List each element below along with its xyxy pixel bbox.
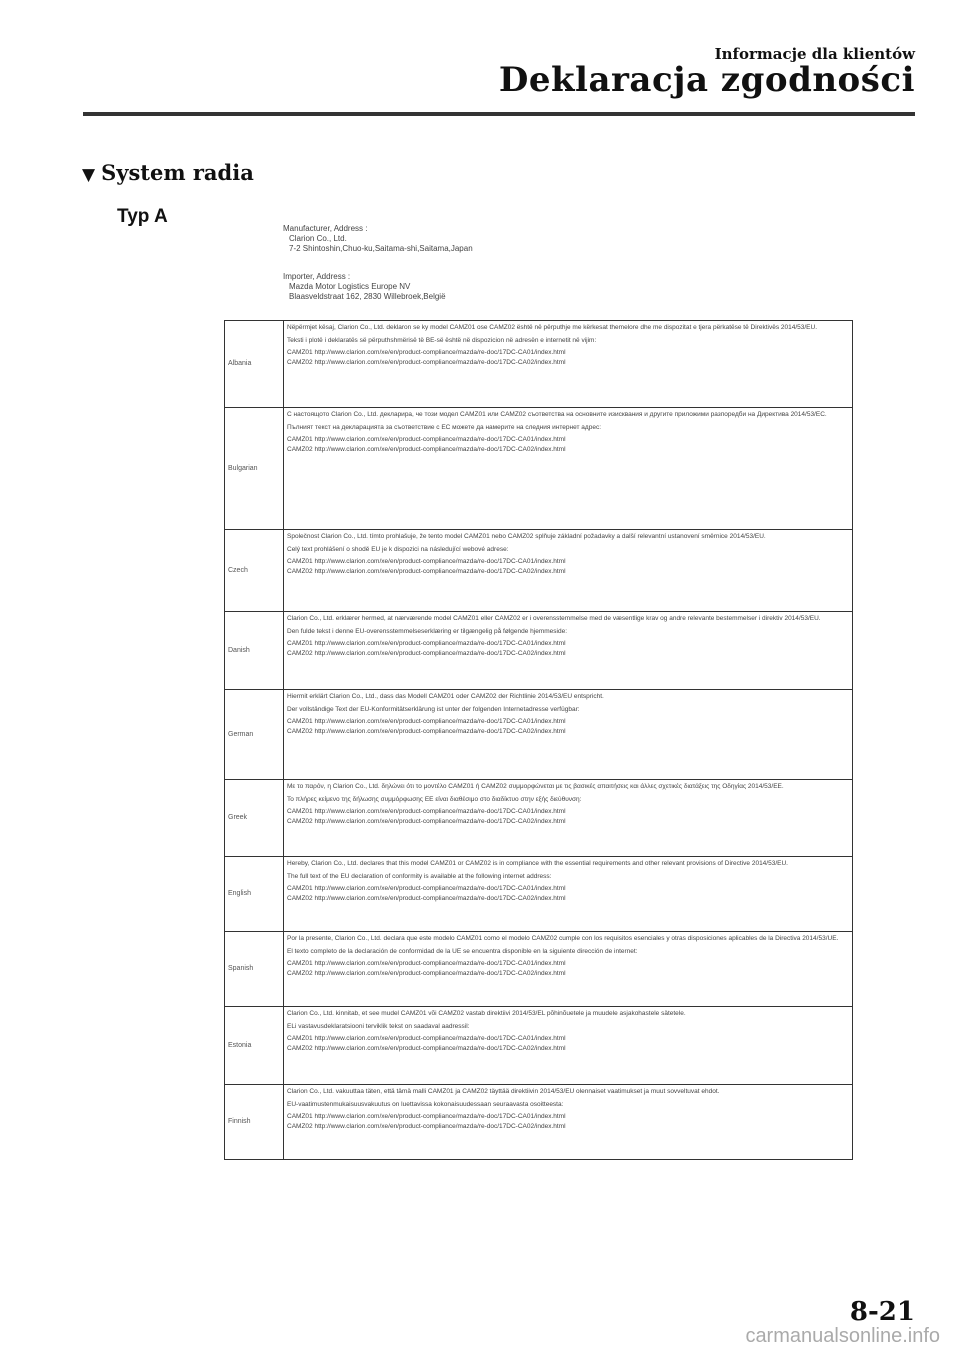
declaration-statement: Clarion Co., Ltd. erklærer hermed, at nærværende model CAMZ01 eller CAMZ02 er i overensstemmelse med de væsentlige krav og andre relevante bestemmelser i direktiv 2014/53/EU. <box>287 615 821 622</box>
declaration-availability: Den fulde tekst i denne EU-overensstemmelseserklæring er tilgængelig på følgende hjemmeside: <box>287 627 567 635</box>
declaration-row <box>225 612 853 690</box>
declaration-url-camz01: CAMZ01 http://www.clarion.com/xe/en/product-compliance/mazda/re-doc/17DC-CA01/index.html <box>287 640 566 647</box>
manufacturer-heading: Manufacturer, Address : <box>283 224 368 233</box>
declaration-url-camz02: CAMZ02 http://www.clarion.com/xe/en/product-compliance/mazda/re-doc/17DC-CA02/index.html <box>287 1122 566 1130</box>
declaration-text-cell <box>284 780 853 857</box>
declaration-statement: Nëpërmjet kësaj, Clarion Co., Ltd. deklaron se ky model CAMZ01 ose CAMZ02 është në përputhje me kërkesat themelore dhe me dispozitat e tjera përkatëse të Direktivës 2014/53/EU. <box>287 324 818 331</box>
declaration-url-camz01: CAMZ01 http://www.clarion.com/xe/en/product-compliance/mazda/re-doc/17DC-CA01/index.html <box>287 808 566 815</box>
declaration-statement: Clarion Co., Ltd. kinnitab, et see mudel CAMZ01 või CAMZ02 vastab direktiivi 2014/53/EL põhinõuetele ja muudele asjakohastele sätetele. <box>287 1010 686 1017</box>
declaration-statement: Společnost Clarion Co., Ltd. tímto prohlašuje, že tento model CAMZ01 nebo CAMZ02 splňuje základní požadavky a další relevantní ustanovení směrnice 2014/53/EU. <box>287 533 766 540</box>
declaration-text-cell <box>284 690 853 780</box>
triangle-marker-icon: ▼ <box>82 165 96 185</box>
declaration-url-camz02: CAMZ02 http://www.clarion.com/xe/en/product-compliance/mazda/re-doc/17DC-CA02/index.html <box>287 649 566 657</box>
declaration-row <box>225 780 853 857</box>
declaration-text-cell <box>284 612 853 690</box>
declaration-url-camz02: CAMZ02 http://www.clarion.com/xe/en/product-compliance/mazda/re-doc/17DC-CA02/index.html <box>287 445 566 453</box>
language-cell: Danish <box>225 612 284 690</box>
declaration-statement: Hereby, Clarion Co., Ltd. declares that this model CAMZ01 or CAMZ02 is in compliance with the essential requirements and other relevant provisions of Directive 2014/53/EU. <box>287 860 788 867</box>
chapter-title: Deklaracja zgodności <box>498 60 915 100</box>
declaration-text-cell <box>284 321 853 408</box>
declaration-text-cell <box>284 857 853 932</box>
declaration-text-cell <box>284 408 853 530</box>
declaration-url-camz02: CAMZ02 http://www.clarion.com/xe/en/product-compliance/mazda/re-doc/17DC-CA02/index.html <box>287 894 566 902</box>
declaration-row <box>225 1085 853 1160</box>
manufacturer-address: 7-2 Shintoshin,Chuo-ku,Saitama-shi,Saitama,Japan <box>289 244 473 253</box>
declaration-url-camz01: CAMZ01 http://www.clarion.com/xe/en/product-compliance/mazda/re-doc/17DC-CA01/index.html <box>287 718 566 725</box>
header-rule <box>83 112 915 116</box>
language-cell: English <box>225 857 284 932</box>
section-heading <box>82 160 254 185</box>
declaration-availability: Пълният текст на декларацията за съответствие с ЕС можете да намерите на следния интернет адрес: <box>287 423 601 431</box>
manufacturer-block <box>283 224 473 254</box>
declaration-url-camz01: CAMZ01 http://www.clarion.com/xe/en/product-compliance/mazda/re-doc/17DC-CA01/index.html <box>287 436 566 443</box>
declaration-url-camz02: CAMZ02 http://www.clarion.com/xe/en/product-compliance/mazda/re-doc/17DC-CA02/index.html <box>287 727 566 735</box>
declaration-url-camz02: CAMZ02 http://www.clarion.com/xe/en/product-compliance/mazda/re-doc/17DC-CA02/index.html <box>287 567 566 575</box>
language-cell: Finnish <box>225 1085 284 1160</box>
declaration-availability: Der vollständige Text der EU-Konformitätserklärung ist unter der folgenden Internetadresse verfügbar: <box>287 705 580 713</box>
declaration-row <box>225 1007 853 1085</box>
declaration-text-cell <box>284 932 853 1007</box>
type-label: Typ A <box>117 206 168 227</box>
declaration-availability: Το πλήρες κείμενο της δήλωσης συμμόρφωσης ΕΕ είναι διαθέσιμο στο διαδίκτυο στην εξής διεύθυνση: <box>287 795 582 803</box>
declaration-text-cell <box>284 530 853 612</box>
declaration-text-cell <box>284 1007 853 1085</box>
declaration-url-camz01: CAMZ01 http://www.clarion.com/xe/en/product-compliance/mazda/re-doc/17DC-CA01/index.html <box>287 1113 566 1120</box>
importer-heading: Importer, Address : <box>283 272 351 281</box>
declaration-url-camz01: CAMZ01 http://www.clarion.com/xe/en/product-compliance/mazda/re-doc/17DC-CA01/index.html <box>287 349 566 356</box>
declaration-url-camz01: CAMZ01 http://www.clarion.com/xe/en/product-compliance/mazda/re-doc/17DC-CA01/index.html <box>287 558 566 565</box>
declaration-statement: Με το παρόν, η Clarion Co., Ltd. δηλώνει ότι το μοντέλο CAMZ01 ή CAMZ02 συμμορφώνεται με τις βασικές απαιτήσεις και άλλες σχετικές διατάξεις της Οδηγίας 2014/53/ΕΕ. <box>287 783 784 790</box>
declaration-row <box>225 857 853 932</box>
importer-block <box>283 272 446 302</box>
declaration-statement: Hiermit erklärt Clarion Co., Ltd., dass das Modell CAMZ01 oder CAMZ02 der Richtlinie 2014/53/EU entspricht. <box>287 693 604 700</box>
declaration-text-cell <box>284 1085 853 1160</box>
declaration-url-camz01: CAMZ01 http://www.clarion.com/xe/en/product-compliance/mazda/re-doc/17DC-CA01/index.html <box>287 960 566 967</box>
declaration-row <box>225 321 853 408</box>
declaration-row <box>225 530 853 612</box>
language-cell: Czech <box>225 530 284 612</box>
language-cell: Albania <box>225 321 284 408</box>
importer-name: Mazda Motor Logistics Europe NV <box>289 282 411 291</box>
declaration-availability: EU-vaatimustenmukaisuusvakuutus on luettavissa kokonaisuudessaan seuraavasta osoitteesta: <box>287 1100 564 1108</box>
chapter-subtitle: Informacje dla klientów <box>714 45 915 63</box>
declaration-row <box>225 690 853 780</box>
declaration-availability: Teksti i plotë i deklaratës së përputhshmërisë të BE-së është në dispozicion në adresën e internetit në vijim: <box>287 336 597 344</box>
language-cell: Bulgarian <box>225 408 284 530</box>
declaration-url-camz01: CAMZ01 http://www.clarion.com/xe/en/product-compliance/mazda/re-doc/17DC-CA01/index.html <box>287 885 566 892</box>
declaration-statement: С настоящото Clarion Co., Ltd. декларира, че този модел CAMZ01 или CAMZ02 съответства на основните изисквания и другите приложими разпоредби на Директива 2014/53/ЕС. <box>287 411 827 418</box>
declaration-url-camz02: CAMZ02 http://www.clarion.com/xe/en/product-compliance/mazda/re-doc/17DC-CA02/index.html <box>287 358 566 366</box>
section-title: System radia <box>101 160 254 185</box>
declaration-url-camz02: CAMZ02 http://www.clarion.com/xe/en/product-compliance/mazda/re-doc/17DC-CA02/index.html <box>287 1044 566 1052</box>
watermark: carmanualsonline.info <box>745 1325 940 1347</box>
language-cell: German <box>225 690 284 780</box>
language-cell: Greek <box>225 780 284 857</box>
declaration-table <box>224 320 853 1160</box>
declaration-availability: El texto completo de la declaración de conformidad de la UE se encuentra disponible en la siguiente dirección de internet: <box>287 947 638 955</box>
language-cell: Spanish <box>225 932 284 1007</box>
declaration-url-camz02: CAMZ02 http://www.clarion.com/xe/en/product-compliance/mazda/re-doc/17DC-CA02/index.html <box>287 817 566 825</box>
page-number: 8-21 <box>849 1297 915 1327</box>
importer-address: Blaasveldstraat 162, 2830 Willebroek,België <box>289 292 446 301</box>
declaration-statement: Clarion Co., Ltd. vakuuttaa täten, että tämä malli CAMZ01 ja CAMZ02 täyttää direktiivin 2014/53/EU olennaiset vaatimukset ja muut sovveltuvat ehdot. <box>287 1088 720 1095</box>
declaration-row <box>225 932 853 1007</box>
declaration-availability: The full text of the EU declaration of conformity is available at the following internet address: <box>287 872 552 880</box>
declaration-availability: Celý text prohlášení o shodě EU je k dispozici na následující webové adrese: <box>287 545 509 553</box>
language-cell: Estonia <box>225 1007 284 1085</box>
declaration-availability: ELi vastavusdeklaratsiooni terviklik tekst on saadaval aadressil: <box>287 1022 470 1030</box>
declaration-url-camz01: CAMZ01 http://www.clarion.com/xe/en/product-compliance/mazda/re-doc/17DC-CA01/index.html <box>287 1035 566 1042</box>
declaration-row <box>225 408 853 530</box>
declaration-statement: Por la presente, Clarion Co., Ltd. declara que este modelo CAMZ01 como el modelo CAMZ02 cumple con los requisitos esenciales y otras disposiciones aplicables de la Directiva 2014/53/UE. <box>287 935 839 942</box>
manufacturer-name: Clarion Co., Ltd. <box>289 234 347 243</box>
declaration-url-camz02: CAMZ02 http://www.clarion.com/xe/en/product-compliance/mazda/re-doc/17DC-CA02/index.html <box>287 969 566 977</box>
